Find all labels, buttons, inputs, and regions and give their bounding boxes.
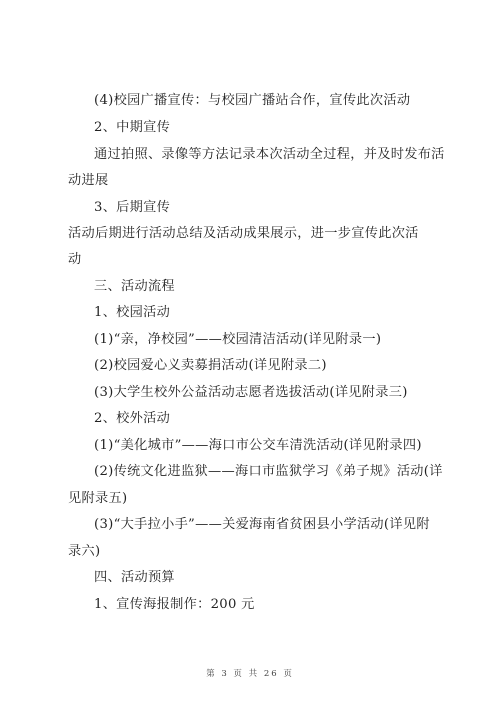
- paragraph-line: 通过拍照、录像等方法记录本次活动全过程，并及时发布活: [94, 147, 445, 162]
- paragraph-line: 活动后期进行活动总结及活动成果展示，进一步宣传此次活: [68, 226, 419, 241]
- list-item: (1)“美化城市”——海口市公交车清洗活动(详见附录四): [94, 438, 422, 453]
- section-heading: 三、活动流程: [94, 279, 175, 294]
- section-heading: 3、后期宣传: [94, 200, 171, 215]
- list-item: 1、宣传海报制作：200 元: [94, 597, 255, 612]
- list-item: (3)“大手拉小手”——关爱海南省贫困县小学活动(详见附: [94, 517, 430, 532]
- section-heading: 2、校外活动: [94, 411, 171, 426]
- paragraph-line: (4)校园广播宣传：与校园广播站合作，宣传此次活动: [94, 93, 411, 108]
- section-heading: 1、校园活动: [94, 305, 171, 320]
- list-item: (3)大学生校外公益活动志愿者选拔活动(详见附录三): [94, 385, 408, 400]
- paragraph-line: 动: [68, 252, 82, 267]
- section-heading: 2、中期宣传: [94, 120, 171, 135]
- list-item: (2)传统文化进监狱——海口市监狱学习《弟子规》活动(详: [94, 464, 443, 479]
- section-heading: 四、活动预算: [94, 570, 175, 585]
- list-item-continuation: 录六): [68, 544, 101, 559]
- list-item: (1)“亲，净校园”——校园清洁活动(详见附录一): [94, 332, 382, 347]
- list-item: (2)校园爱心义卖募捐活动(详见附录二): [94, 358, 327, 373]
- paragraph-line: 动进展: [68, 173, 109, 188]
- list-item-continuation: 见附录五): [68, 491, 128, 506]
- page-footer: 第 3 页 共 26 页: [206, 669, 294, 679]
